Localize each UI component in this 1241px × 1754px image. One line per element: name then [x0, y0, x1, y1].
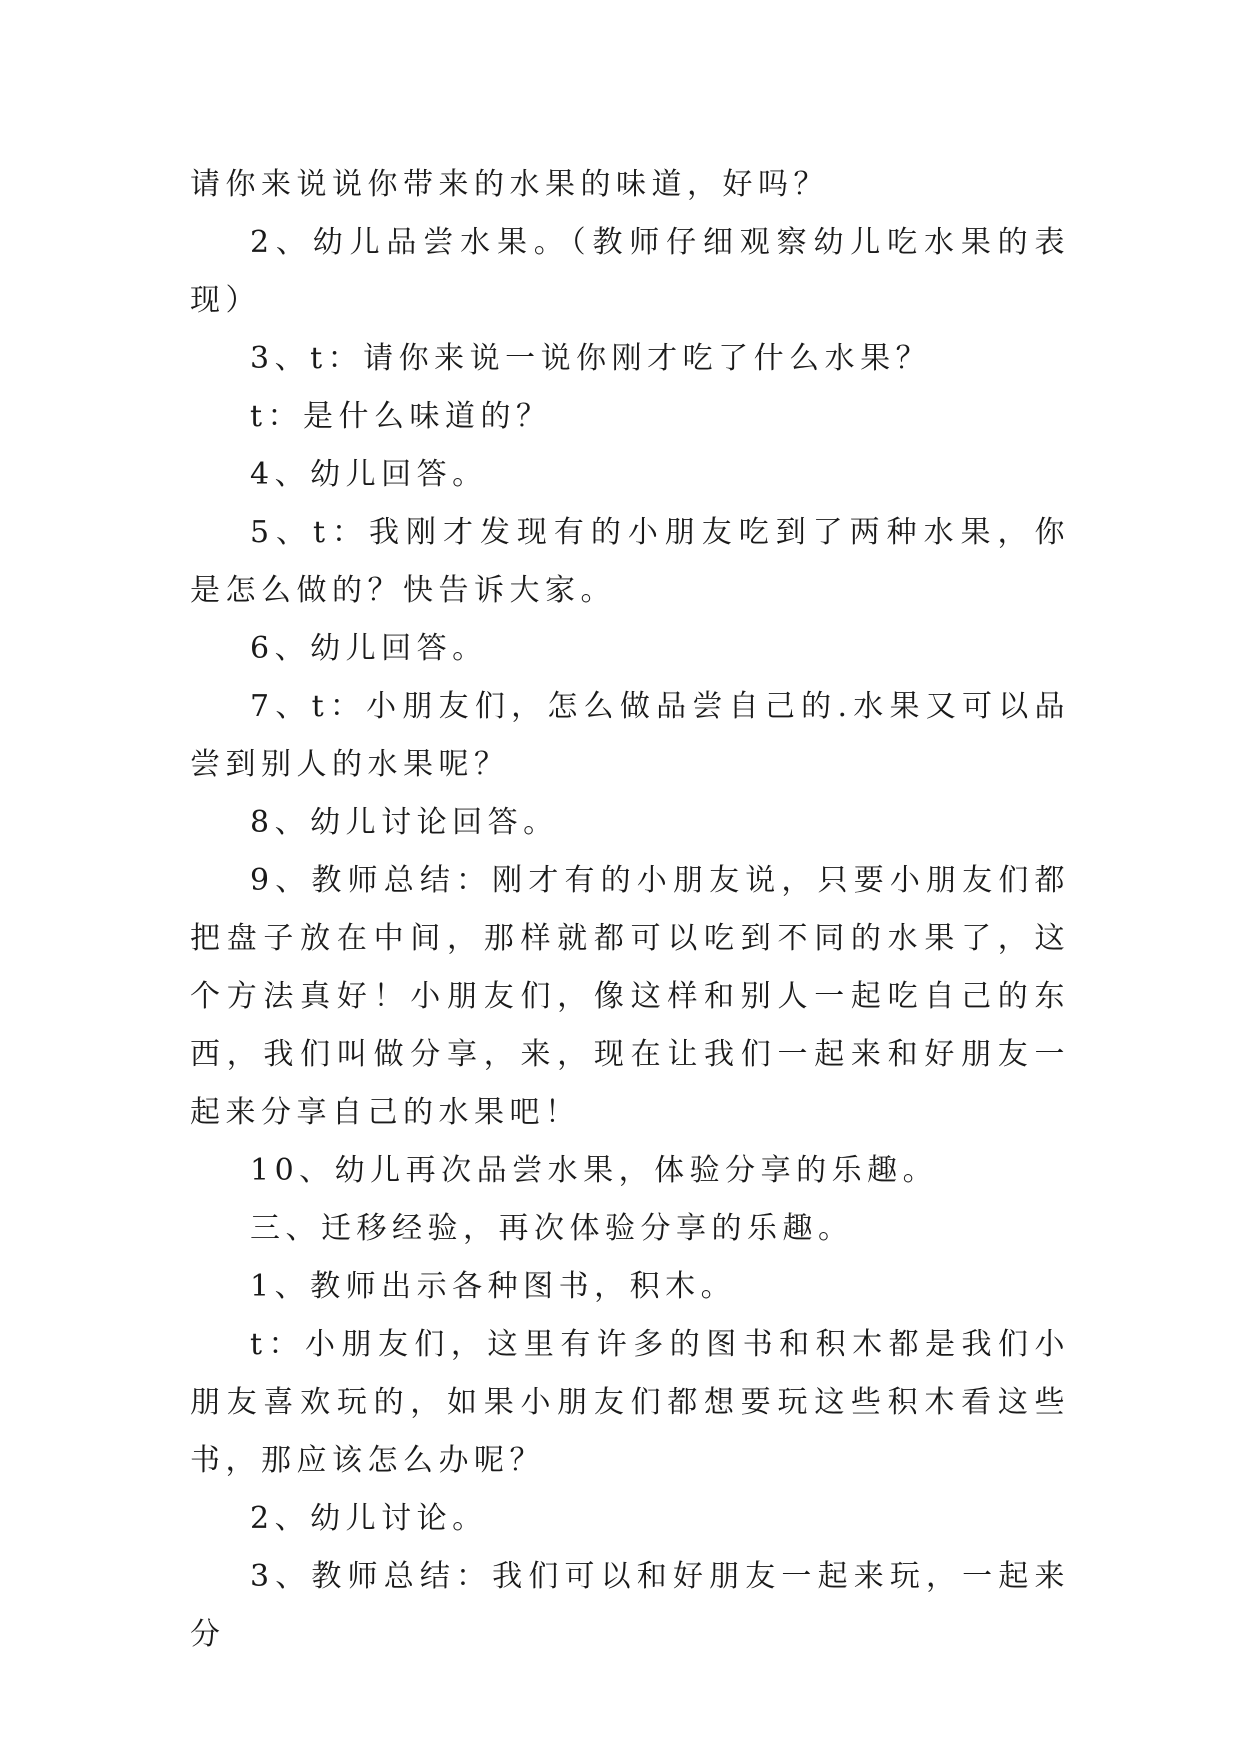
paragraph: 9、教师总结：刚才有的小朋友说，只要小朋友们都把盘子放在中间，那样就都可以吃到不同的水果了，这个方法真好！小朋友们，像这样和别人一起吃自己的东西，我们叫做分享，来，现在让我们一起来和好朋友一起来分享自己的水果吧！ — [190, 863, 1070, 1130]
paragraph: t：小朋友们，这里有许多的图书和积木都是我们小朋友喜欢玩的，如果小朋友们都想要玩这些积木看这些书，那应该怎么办呢？ — [190, 1327, 1070, 1478]
paragraph: 1、教师出示各种图书，积木。 — [250, 1269, 737, 1304]
paragraph: 5、t：我刚才发现有的小朋友吃到了两种水果，你是怎么做的？快告诉大家。 — [190, 515, 1070, 608]
paragraph: 10、幼儿再次品尝水果，体验分享的乐趣。 — [250, 1153, 939, 1188]
paragraph: 3、教师总结：我们可以和好朋友一起来玩，一起来分 — [190, 1559, 1070, 1652]
paragraph: t：是什么味道的？ — [250, 399, 552, 434]
document-body — [190, 156, 1070, 1664]
paragraph: 4、幼儿回答。 — [250, 457, 488, 492]
paragraph: 7、t：小朋友们，怎么做品尝自己的.水果又可以品尝到别人的水果呢？ — [190, 689, 1070, 782]
paragraph: 2、幼儿品尝水果。（教师仔细观察幼儿吃水果的表现） — [190, 225, 1070, 318]
paragraph: 2、幼儿讨论。 — [250, 1501, 488, 1536]
paragraph: 3、t：请你来说一说你刚才吃了什么水果？ — [250, 341, 932, 376]
paragraph: 8、幼儿讨论回答。 — [250, 805, 559, 840]
section-heading: 三、迁移经验，再次体验分享的乐趣。 — [250, 1211, 854, 1246]
paragraph: 请你来说说你带来的水果的味道，好吗？ — [190, 167, 829, 202]
paragraph: 6、幼儿回答。 — [250, 631, 488, 666]
